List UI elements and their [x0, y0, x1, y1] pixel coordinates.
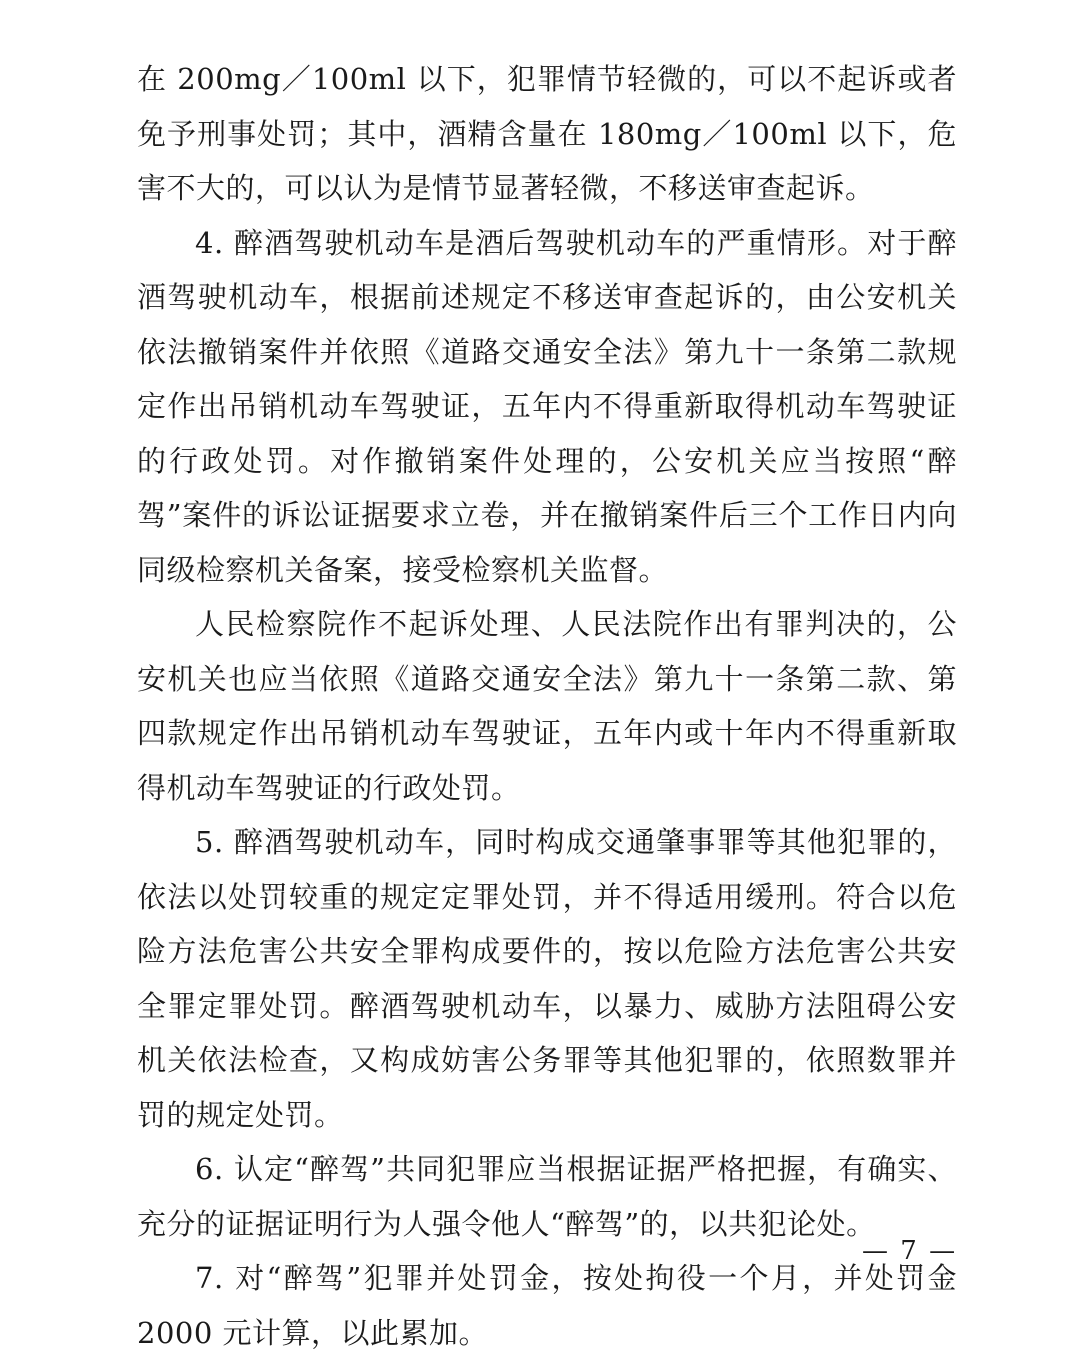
document-body [137, 52, 957, 1360]
paragraph-continued: 在 200mg／100ml 以下，犯罪情节轻微的，可以不起诉或者免予刑事处罚；其中，酒精含量在 180mg／100ml 以下，危害不大的，可以认为是情节显著轻微，不移送审查起诉。 [137, 62, 957, 205]
paragraph-item-5: 5. 醉酒驾驶机动车，同时构成交通肇事罪等其他犯罪的，依法以处罚较重的规定定罪处罚，并不得适用缓刑。符合以危险方法危害公共安全罪构成要件的，按以危险方法危害公共安全罪定罪处罚。醉酒驾驶机动车，以暴力、威胁方法阻碍公安机关依法检查，又构成妨害公务罪等其他犯罪的，依照数罪并罚的规定处罚。 [137, 825, 957, 1132]
paragraph-procuratorate-court: 人民检察院作不起诉处理、人民法院作出有罪判决的，公安机关也应当依照《道路交通安全法》第九十一条第二款、第四款规定作出吊销机动车驾驶证，五年内或十年内不得重新取得机动车驾驶证的行政处罚。 [137, 607, 957, 805]
paragraph-item-6: 6. 认定“醉驾”共同犯罪应当根据证据严格把握，有确实、充分的证据证明行为人强令他人“醉驾”的，以共犯论处。 [137, 1152, 957, 1241]
paragraph-item-7: 7. 对“醉驾”犯罪并处罚金，按处拘役一个月，并处罚金 2000 元计算，以此累加。 [137, 1261, 957, 1350]
page-number: — 7 — [862, 1236, 958, 1266]
paragraph-item-4: 4. 醉酒驾驶机动车是酒后驾驶机动车的严重情形。对于醉酒驾驶机动车，根据前述规定不移送审查起诉的，由公安机关依法撤销案件并依照《道路交通安全法》第九十一条第二款规定作出吊销机动车驾驶证，五年内不得重新取得机动车驾驶证的行政处罚。对作撤销案件处理的，公安机关应当按照“醉驾”案件的诉讼证据要求立卷，并在撤销案件后三个工作日内向同级检察机关备案，接受检察机关监督。 [137, 225, 957, 587]
